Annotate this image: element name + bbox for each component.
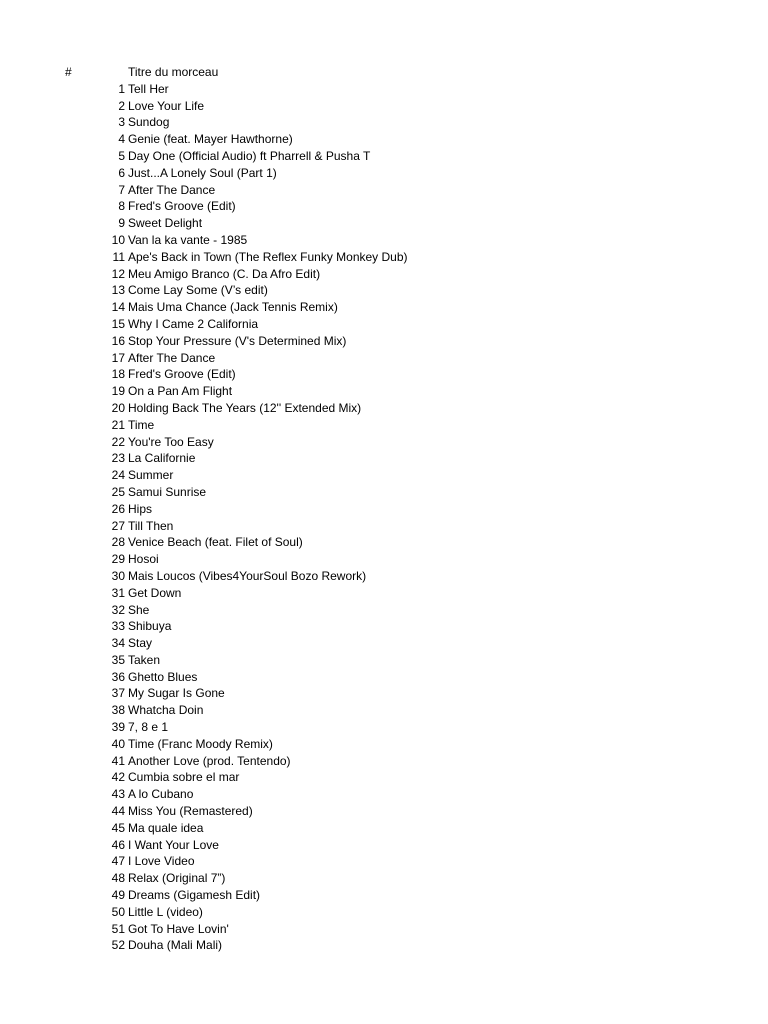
- track-number: 14: [111, 300, 125, 315]
- track-title: Stop Your Pressure (V's Determined Mix): [128, 333, 347, 348]
- track-number: 24: [111, 468, 125, 483]
- track-number: 32: [111, 602, 125, 617]
- track-row: [0, 450, 768, 467]
- track-title: Fred's Groove (Edit): [128, 199, 236, 214]
- track-title: Mais Loucos (Vibes4YourSoul Bozo Rework): [128, 568, 367, 583]
- track-row: [0, 602, 768, 619]
- track-number: 51: [111, 921, 125, 936]
- track-title: Another Love (prod. Tentendo): [128, 753, 291, 768]
- track-row: [0, 635, 768, 652]
- track-title: Till Then: [128, 518, 174, 533]
- track-number: 49: [111, 888, 125, 903]
- track-title: Stay: [128, 636, 153, 651]
- track-title: Ghetto Blues: [128, 669, 198, 684]
- track-number: 3: [118, 115, 125, 130]
- track-title: Shibuya: [128, 619, 172, 634]
- track-number: 33: [111, 619, 125, 634]
- track-row: [0, 753, 768, 770]
- track-row: [0, 232, 768, 249]
- track-rows: [0, 81, 768, 954]
- track-title: Whatcha Doin: [128, 703, 204, 718]
- track-row: [0, 182, 768, 199]
- track-number: 21: [111, 417, 125, 432]
- track-number: 36: [111, 669, 125, 684]
- track-title: Sweet Delight: [128, 216, 203, 231]
- track-row: [0, 198, 768, 215]
- track-title: Hips: [128, 501, 153, 516]
- track-number: 46: [111, 837, 125, 852]
- track-number: 4: [118, 132, 125, 147]
- track-title: Taken: [128, 652, 161, 667]
- track-number: 47: [111, 854, 125, 869]
- track-number: 1: [118, 81, 125, 96]
- track-row: [0, 568, 768, 585]
- track-row: [0, 215, 768, 232]
- track-row: [0, 904, 768, 921]
- track-number: 27: [111, 518, 125, 533]
- track-row: [0, 769, 768, 786]
- track-title: Just...A Lonely Soul (Part 1): [128, 165, 277, 180]
- track-title: Dreams (Gigamesh Edit): [128, 888, 261, 903]
- track-row: [0, 786, 768, 803]
- track-title: Time (Franc Moody Remix): [128, 736, 273, 751]
- track-row: [0, 618, 768, 635]
- track-row: [0, 131, 768, 148]
- track-number: 41: [111, 753, 125, 768]
- track-title: Got To Have Lovin': [128, 921, 229, 936]
- track-list-sheet: [0, 64, 768, 954]
- track-number: 29: [111, 552, 125, 567]
- track-title: Ma quale idea: [128, 820, 204, 835]
- track-row: [0, 837, 768, 854]
- track-row: [0, 98, 768, 115]
- track-number: 7: [118, 182, 125, 197]
- track-row: [0, 383, 768, 400]
- track-number: 5: [118, 148, 125, 163]
- track-number: 35: [111, 652, 125, 667]
- track-number: 44: [111, 804, 125, 819]
- track-title: Samui Sunrise: [128, 484, 207, 499]
- track-title: Ape's Back in Town (The Reflex Funky Monkey Dub): [128, 249, 408, 264]
- track-number: 17: [111, 350, 125, 365]
- track-row: [0, 736, 768, 753]
- track-title: Douha (Mali Mali): [128, 938, 223, 953]
- track-row: [0, 282, 768, 299]
- track-number: 2: [118, 98, 125, 113]
- track-number: 15: [111, 316, 125, 331]
- track-row: [0, 501, 768, 518]
- track-number: 38: [111, 703, 125, 718]
- track-number: 8: [118, 199, 125, 214]
- track-title: Get Down: [128, 585, 182, 600]
- track-row: [0, 316, 768, 333]
- track-row: [0, 887, 768, 904]
- track-title: You're Too Easy: [128, 434, 214, 449]
- track-title: After The Dance: [128, 350, 216, 365]
- track-number: 40: [111, 736, 125, 751]
- track-row: [0, 685, 768, 702]
- track-title: I Want Your Love: [128, 837, 219, 852]
- track-title: Van la ka vante - 1985: [128, 232, 248, 247]
- track-number: 31: [111, 585, 125, 600]
- track-title: On a Pan Am Flight: [128, 384, 233, 399]
- track-row: [0, 81, 768, 98]
- track-number: 26: [111, 501, 125, 516]
- track-row: [0, 820, 768, 837]
- track-title: After The Dance: [128, 182, 216, 197]
- track-number: 48: [111, 871, 125, 886]
- track-number: 34: [111, 636, 125, 651]
- track-row: [0, 299, 768, 316]
- track-number: 9: [118, 216, 125, 231]
- track-title: Day One (Official Audio) ft Pharrell & Pusha T: [128, 148, 371, 163]
- track-row: [0, 518, 768, 535]
- track-title: Time: [128, 417, 155, 432]
- track-number: 23: [111, 451, 125, 466]
- track-number: 6: [118, 165, 125, 180]
- track-number: 28: [111, 535, 125, 550]
- track-row: [0, 719, 768, 736]
- track-title: She: [128, 602, 150, 617]
- track-row: [0, 350, 768, 367]
- track-number: 16: [111, 333, 125, 348]
- track-row: [0, 266, 768, 283]
- track-title: Relax (Original 7”): [128, 871, 226, 886]
- track-title: Little L (video): [128, 904, 203, 919]
- track-number: 42: [111, 770, 125, 785]
- track-number: 20: [111, 400, 125, 415]
- track-title: Fred's Groove (Edit): [128, 367, 236, 382]
- track-title: Mais Uma Chance (Jack Tennis Remix): [128, 300, 338, 315]
- track-row: [0, 417, 768, 434]
- track-number: 19: [111, 384, 125, 399]
- track-number: 12: [111, 266, 125, 281]
- track-row: [0, 937, 768, 954]
- track-row: [0, 467, 768, 484]
- track-title: Hosoi: [128, 552, 159, 567]
- track-title: My Sugar Is Gone: [128, 686, 225, 701]
- track-number: 18: [111, 367, 125, 382]
- track-title: Love Your Life: [128, 98, 205, 113]
- track-title: Summer: [128, 468, 174, 483]
- track-title: Meu Amigo Branco (C. Da Afro Edit): [128, 266, 321, 281]
- track-row: [0, 551, 768, 568]
- track-row: [0, 249, 768, 266]
- track-title: A lo Cubano: [128, 787, 194, 802]
- track-number: 25: [111, 484, 125, 499]
- track-row: [0, 669, 768, 686]
- track-title: Venice Beach (feat. Filet of Soul): [128, 535, 303, 550]
- track-number: 11: [112, 249, 125, 264]
- track-row: [0, 921, 768, 938]
- track-row: [0, 434, 768, 451]
- track-number: 39: [111, 720, 125, 735]
- track-row: [0, 484, 768, 501]
- track-title: 7, 8 e 1: [128, 720, 169, 735]
- track-number: 13: [111, 283, 125, 298]
- track-title: La Californie: [128, 451, 196, 466]
- track-row: [0, 702, 768, 719]
- track-row: [0, 534, 768, 551]
- track-number: 43: [111, 787, 125, 802]
- title-column-header: Titre du morceau: [128, 65, 219, 79]
- track-number: 22: [111, 434, 125, 449]
- track-row: [0, 803, 768, 820]
- track-row: [0, 148, 768, 165]
- track-title: Tell Her: [128, 81, 169, 96]
- track-row: [0, 366, 768, 383]
- track-number: 30: [111, 568, 125, 583]
- track-title: Cumbia sobre el mar: [128, 770, 240, 785]
- track-number: 45: [111, 820, 125, 835]
- track-title: Holding Back The Years (12'' Extended Mix): [128, 400, 362, 415]
- track-row: [0, 165, 768, 182]
- header-row: [0, 64, 768, 81]
- track-row: [0, 333, 768, 350]
- track-row: [0, 114, 768, 131]
- track-title: Genie (feat. Mayer Hawthorne): [128, 132, 293, 147]
- track-row: [0, 870, 768, 887]
- track-row: [0, 652, 768, 669]
- number-column-header: #: [65, 65, 72, 79]
- track-number: 50: [111, 904, 125, 919]
- track-title: Miss You (Remastered): [128, 804, 253, 819]
- track-title: Sundog: [128, 115, 170, 130]
- track-title: Why I Came 2 California: [128, 316, 259, 331]
- track-number: 52: [111, 938, 125, 953]
- track-row: [0, 853, 768, 870]
- track-row: [0, 585, 768, 602]
- track-number: 10: [111, 232, 125, 247]
- track-row: [0, 400, 768, 417]
- track-title: Come Lay Some (V’s edit): [128, 283, 268, 298]
- track-number: 37: [111, 686, 125, 701]
- track-title: I Love Video: [128, 854, 195, 869]
